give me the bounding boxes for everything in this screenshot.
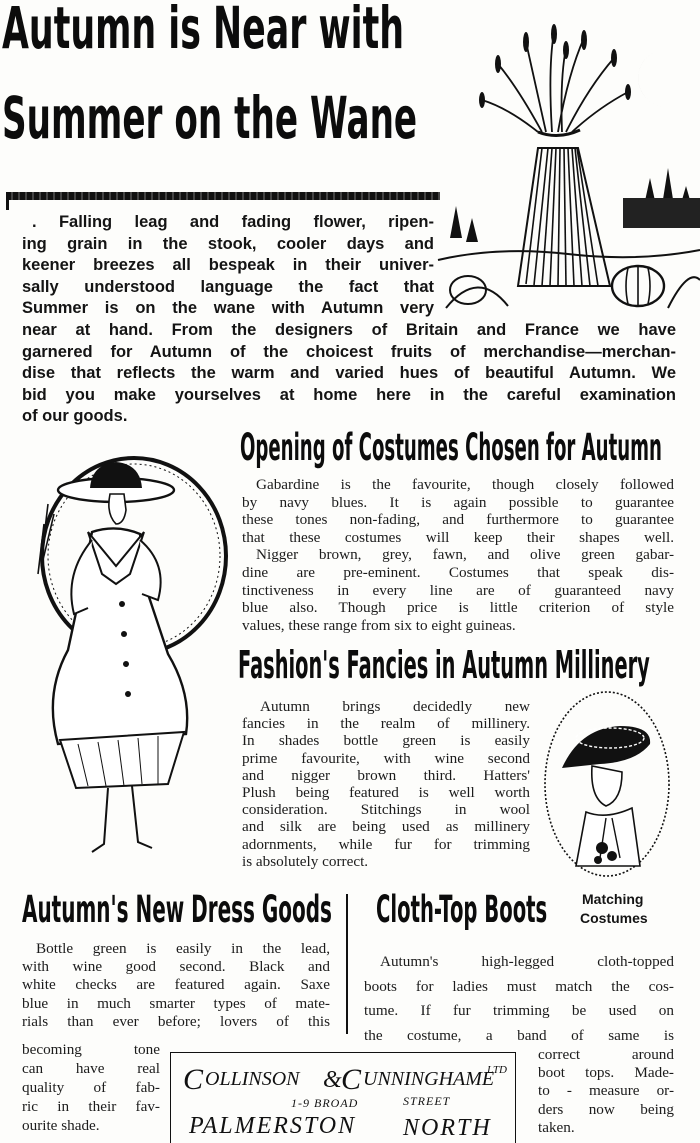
millinery-line: prime favourite, with wine second [242,749,530,767]
boots-line: tume. If fur trimming be used on [364,1002,674,1019]
svg-text:C: C [183,1063,204,1096]
millinery-line: fancies in the realm of millinery. [242,715,530,733]
costumes-line: dine are pre-eminent. Costumes that speak dis- [242,563,674,581]
intro-line: garnered for Autumn of the choicest fruits of merchandise—merchan- [22,342,676,361]
costumes-paragraph [242,476,674,634]
boots-line: boot tops. Made- [538,1064,674,1082]
svg-text:1-9 BROAD: 1-9 BROAD [291,1096,359,1110]
headline-line-2: Summer on the Wane [2,84,418,152]
costumes-line: by navy blues. It is again possible to guarantee [242,493,674,511]
svg-text:STREET: STREET [403,1094,451,1108]
headline-line-1: Autumn is Near with [2,0,405,62]
dress-goods-line: with wine good second. Black and [22,958,330,976]
boots-side-heading-1: Matching [582,891,644,907]
dress-goods-line: white checks are featured again. Saxe [22,976,330,994]
column-divider [346,894,348,1034]
boots-line: to - measure or- [538,1082,674,1100]
dress-goods-line: ric in their fav- [22,1098,160,1115]
boots-paragraph [364,950,674,1048]
millinery-line: is absolutely correct. [242,852,369,870]
ruled-border-left [6,192,9,210]
millinery-line: and nigger brown third. Hatters' [242,766,530,784]
svg-text:C: C [341,1063,362,1096]
millinery-line: Autumn brings decidedly new [260,698,530,715]
ruled-border-top [6,192,440,200]
dress-goods-line: quality of fab- [22,1079,160,1096]
intro-line: Summer is on the wane with Autumn very [22,299,434,318]
millinery-line: and silk are being used as millinery [242,818,530,836]
wheat-sheaf-illustration [438,28,700,310]
costumes-line: Nigger brown, grey, fawn, and olive green gabar- [256,546,674,564]
costumes-line: tinctiveness in every line are of guaranteed navy [242,581,674,599]
boots-heading: Cloth-Top Boots [376,888,548,931]
svg-text:&: & [323,1067,342,1093]
intro-line: of our goods. [22,407,128,426]
millinery-oval-illustration [540,688,674,888]
intro-paragraph-wide [22,320,676,428]
store-logo-artwork [171,1053,515,1143]
store-logo [170,1052,516,1143]
dress-goods-line: ourite shade. [22,1117,100,1134]
intro-line: sally understood language the fact that [22,277,434,296]
intro-line: dise that reflects the warm and varied hues of beautiful Autumn. We [22,364,676,383]
intro-line: ing grain in the stook, cooler days and [22,234,434,253]
costumes-line: values, these range from six to eight guineas. [242,616,516,634]
millinery-line: consideration. Stitchings in wool [242,801,530,819]
svg-text:UNNINGHAME: UNNINGHAME [363,1068,495,1090]
costumes-line: these tones non-fading, and furthermore to guarantee [242,511,674,529]
dress-goods-line: can have real [22,1060,160,1077]
intro-paragraph-narrow [22,212,434,320]
boots-line: ders now being [538,1100,674,1118]
dress-goods-line: Bottle green is easily in the lead, [36,940,330,957]
millinery-line: In shades bottle green is easily [242,732,530,750]
boots-line: the costume, a band of same is [364,1026,674,1044]
intro-line: near at hand. From the designers of Britain and France we have [22,321,676,339]
boots-side-heading-2: Costumes [580,910,648,926]
dress-goods-line: rials than ever before; lovers of this [22,1012,330,1030]
millinery-line: adornments, while fur for trimming [242,835,530,853]
dress-goods-line: becoming tone [22,1041,160,1058]
dress-goods-heading: Autumn's New Dress Goods [22,888,332,931]
dress-goods-paragraph [22,940,330,1031]
dress-goods-narrow [22,1040,160,1135]
costumes-heading: Opening of Costumes Chosen for Autumn [240,426,662,469]
svg-text:LTD: LTD [487,1064,507,1076]
boots-narrow [538,1046,674,1137]
boots-line: correct around [538,1046,674,1063]
intro-line: keener breezes all bespeak in their univer- [22,256,434,275]
costumes-line: Gabardine is the favourite, though closely followed [256,476,674,493]
boots-line: taken. [538,1118,575,1136]
dress-goods-line: blue in much smarter types of mate- [22,994,330,1012]
svg-text:NORTH: NORTH [403,1115,492,1141]
millinery-line: Plush being featured is well worth [242,784,530,802]
intro-line: bid you make yourselves at home here in the careful examination [22,385,676,404]
costumes-line: blue also. Though price is little criterion of style [242,599,674,617]
intro-line: . Falling leag and fading flower, ripen- [32,213,434,231]
boots-line: boots for ladies must match the cos- [364,977,674,995]
costumes-line: that these costumes will keep their shapes well. [242,528,674,546]
millinery-paragraph [242,698,530,870]
svg-text:PALMERSTON: PALMERSTON [189,1113,357,1139]
svg-text:OLLINSON: OLLINSON [205,1068,300,1090]
boots-line: Autumn's high-legged cloth-topped [380,953,674,970]
millinery-heading: Fashion's Fancies in Autumn Millinery [238,643,650,687]
woman-costume-illustration [18,444,218,864]
